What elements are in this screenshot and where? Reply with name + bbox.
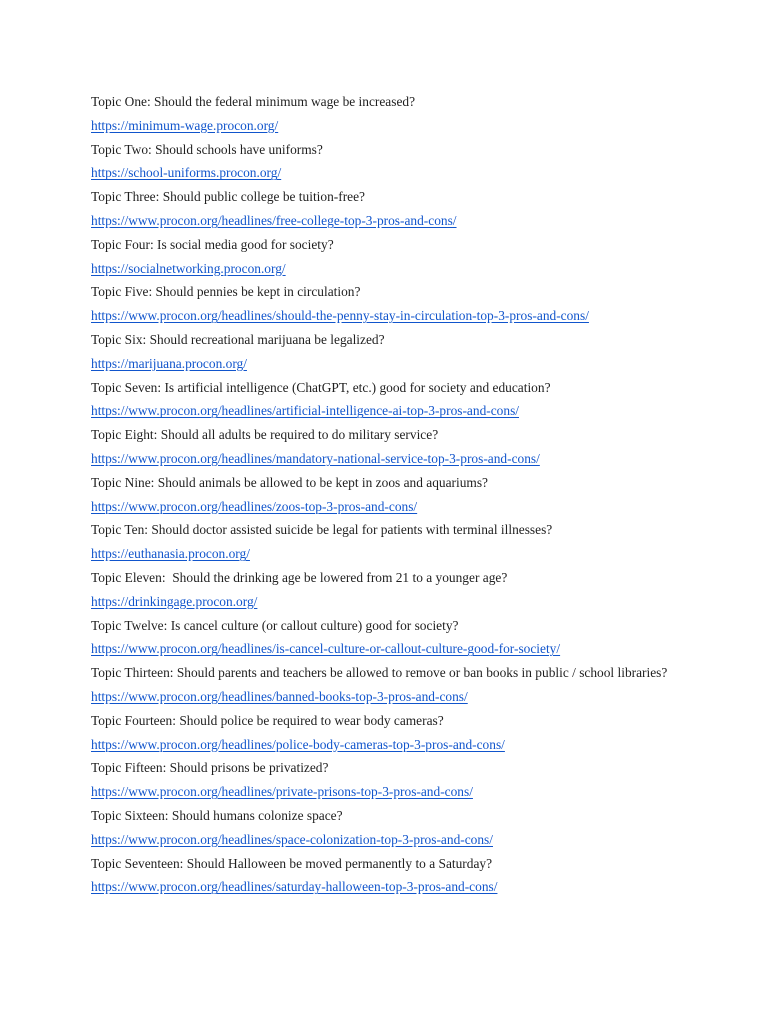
topic-group-5 bbox=[91, 280, 691, 328]
topic-title: Topic One: Should the federal minimum wage be increased? bbox=[91, 94, 416, 109]
topic-group-14 bbox=[91, 709, 691, 757]
topic-group-4 bbox=[91, 233, 691, 281]
topic-title: Topic Five: Should pennies be kept in circulation? bbox=[91, 284, 361, 300]
topic-title: Topic Ten: Should doctor assisted suicide be legal for patients with terminal illnesses? bbox=[91, 522, 553, 538]
topic-title: Topic Seven: Is artificial intelligence (ChatGPT, etc.) good for society and education? bbox=[91, 379, 551, 395]
topic-title: Topic Three: Should public college be tuition-free? bbox=[91, 189, 365, 205]
topic-title: Topic Nine: Should animals be allowed to be kept in zoos and aquariums? bbox=[91, 474, 488, 490]
topic-link[interactable]: https://www.procon.org/headlines/free-college-top-3-pros-and-cons/ bbox=[91, 212, 457, 228]
topic-link[interactable]: https://school-uniforms.procon.org/ bbox=[91, 165, 282, 181]
topic-group-6 bbox=[91, 328, 691, 376]
topic-title: Topic Thirteen: Should parents and teachers be allowed to remove or ban books in public / school libraries? bbox=[91, 665, 668, 681]
topic-group-10 bbox=[91, 518, 691, 566]
topic-link[interactable]: https://www.procon.org/headlines/private-prisons-top-3-pros-and-cons/ bbox=[91, 784, 473, 800]
topic-group-17 bbox=[91, 852, 691, 900]
topic-link[interactable]: https://www.procon.org/headlines/mandatory-national-service-top-3-pros-and-cons/ bbox=[91, 450, 540, 466]
topic-group-8 bbox=[91, 423, 691, 471]
topic-link[interactable]: https://www.procon.org/headlines/saturday-halloween-top-3-pros-and-cons/ bbox=[91, 879, 498, 895]
topic-group-11 bbox=[91, 566, 691, 614]
topic-group-12 bbox=[91, 614, 691, 662]
topic-title: Topic Seventeen: Should Halloween be moved permanently to a Saturday? bbox=[91, 855, 493, 871]
topic-link[interactable]: https://www.procon.org/headlines/space-colonization-top-3-pros-and-cons/ bbox=[91, 831, 493, 847]
topic-title: Topic Eleven: Should the drinking age be lowered from 21 to a younger age? bbox=[91, 569, 508, 585]
topic-title: Topic Eight: Should all adults be required to do military service? bbox=[91, 427, 439, 443]
topic-title: Topic Four: Is social media good for society? bbox=[91, 236, 334, 252]
topic-title: Topic Fourteen: Should police be required to wear body cameras? bbox=[91, 712, 444, 728]
topic-link[interactable]: https://www.procon.org/headlines/police-body-cameras-top-3-pros-and-cons/ bbox=[91, 736, 505, 752]
topic-group-13 bbox=[91, 661, 691, 709]
topic-group-9 bbox=[91, 471, 691, 519]
topic-group-1 bbox=[91, 90, 691, 138]
topic-group-7 bbox=[91, 376, 691, 424]
topic-link[interactable]: https://marijuana.procon.org/ bbox=[91, 355, 247, 371]
topic-link[interactable]: https://www.procon.org/headlines/artificial-intelligence-ai-top-3-pros-and-cons/ bbox=[91, 403, 519, 419]
topic-title: Topic Two: Should schools have uniforms? bbox=[91, 141, 323, 157]
topic-group-15 bbox=[91, 756, 691, 804]
topic-title: Topic Sixteen: Should humans colonize space? bbox=[91, 807, 343, 823]
topic-title: Topic Six: Should recreational marijuana be legalized? bbox=[91, 331, 385, 347]
topic-link[interactable]: https://euthanasia.procon.org/ bbox=[91, 546, 250, 562]
document-page bbox=[91, 90, 691, 899]
topic-link[interactable]: https://drinkingage.procon.org/ bbox=[91, 593, 258, 609]
topic-link[interactable]: https://www.procon.org/headlines/zoos-top-3-pros-and-cons/ bbox=[91, 498, 418, 514]
topic-group-2 bbox=[91, 138, 691, 186]
topic-link[interactable]: https://minimum-wage.procon.org/ bbox=[91, 117, 279, 133]
topic-group-16 bbox=[91, 804, 691, 852]
topic-link[interactable]: https://www.procon.org/headlines/is-cancel-culture-or-callout-culture-good-for-society/ bbox=[91, 641, 561, 657]
topic-title: Topic Fifteen: Should prisons be privatized? bbox=[91, 760, 329, 776]
topic-link[interactable]: https://socialnetworking.procon.org/ bbox=[91, 260, 286, 276]
topic-link[interactable]: https://www.procon.org/headlines/should-the-penny-stay-in-circulation-top-3-pros-and-cons/ bbox=[91, 308, 589, 324]
topic-title: Topic Twelve: Is cancel culture (or callout culture) good for society? bbox=[91, 617, 459, 633]
topic-link[interactable]: https://www.procon.org/headlines/banned-books-top-3-pros-and-cons/ bbox=[91, 688, 468, 704]
topic-group-3 bbox=[91, 185, 691, 233]
